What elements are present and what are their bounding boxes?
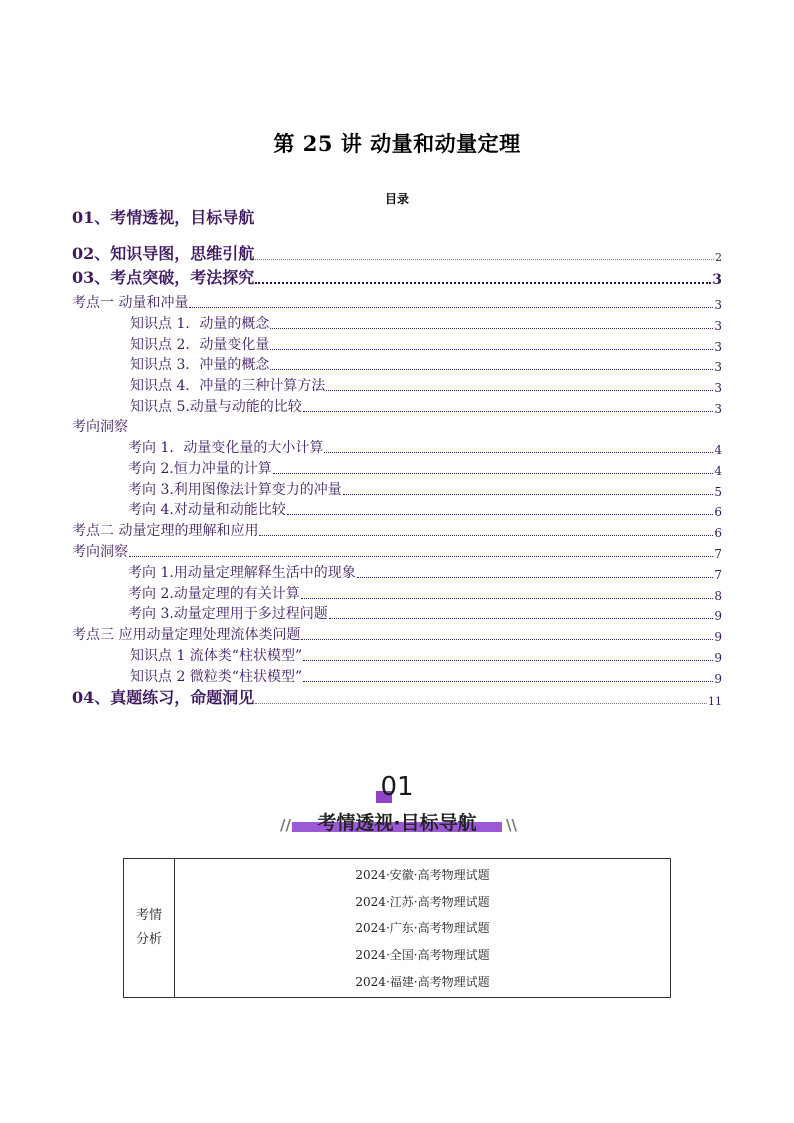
toc-leader xyxy=(189,307,713,308)
toc-entry-page: 11 xyxy=(708,695,722,708)
section-number: 01 xyxy=(380,772,414,802)
toc-leader xyxy=(273,473,714,474)
toc-entry-page: 9 xyxy=(714,630,722,644)
toc-leader xyxy=(255,282,711,284)
toc-leader xyxy=(303,660,713,661)
toc-leader xyxy=(270,349,713,350)
analysis-header-line1: 考情 xyxy=(135,908,162,923)
toc-leader xyxy=(287,514,714,515)
toc-entry[interactable] xyxy=(72,416,722,436)
toc-entry-page: 3 xyxy=(714,381,722,395)
toc-entry[interactable] xyxy=(72,313,722,333)
toc-leader xyxy=(329,618,714,619)
toc-entry-page: 3 xyxy=(714,360,722,374)
toc-entry-label: 知识点 2．动量变化量 xyxy=(130,337,270,353)
toc-entry-label: 考点二 动量定理的理解和应用 xyxy=(72,523,259,539)
toc-leader xyxy=(303,411,714,412)
toc-entry-label: 考向 4.对动量和动能比较 xyxy=(128,502,286,518)
toc-entry[interactable] xyxy=(72,292,722,312)
toc-entry-label: 考向洞察 xyxy=(72,419,128,435)
toc-leader xyxy=(259,535,713,536)
analysis-row: 2024·安徽·高考物理试题 xyxy=(355,867,490,882)
toc-leader xyxy=(301,598,714,599)
toc-entry-page: 3 xyxy=(714,402,722,416)
toc-leader xyxy=(270,328,713,329)
toc-entry-label: 考向 3.利用图像法计算变力的冲量 xyxy=(128,482,342,498)
toc-entry-label: 考向 2.恒力冲量的计算 xyxy=(128,461,272,477)
toc-entry-page: 3 xyxy=(714,298,722,312)
analysis-row: 2024·广东·高考物理试题 xyxy=(355,921,490,936)
toc-entry[interactable] xyxy=(72,603,722,623)
toc-entry-label: 知识点 4．冲量的三种计算方法 xyxy=(130,378,326,394)
toc-leader xyxy=(357,577,714,578)
analysis-header-line2: 分析 xyxy=(135,932,162,947)
toc-entry-page: 6 xyxy=(714,526,722,540)
toc-entry-page: 3 xyxy=(714,340,722,354)
page-title: 第 25 讲 动量和动量定理 xyxy=(273,131,521,156)
toc-leader xyxy=(255,703,707,704)
toc-entry[interactable] xyxy=(72,666,722,686)
section-left-decoration: // xyxy=(280,816,291,834)
section-title: 考情透视·目标导航 xyxy=(317,812,477,834)
toc-leader xyxy=(129,556,713,557)
toc-entry[interactable] xyxy=(72,396,722,416)
analysis-row: 2024·江苏·高考物理试题 xyxy=(355,894,490,909)
toc-entry-page: 9 xyxy=(714,672,722,686)
toc-entry-page: 8 xyxy=(714,589,722,603)
toc-entry[interactable] xyxy=(72,375,722,395)
toc-entry-label: 知识点 5.动量与动能的比较 xyxy=(130,399,302,415)
toc-leader xyxy=(255,259,714,260)
toc-entry-page: 4 xyxy=(714,443,722,457)
toc-entry-page: 3 xyxy=(714,319,722,333)
toc-entry-label: 知识点 3．冲量的概念 xyxy=(130,357,270,373)
toc-entry-label: 考向 3.动量定理用于多过程问题 xyxy=(128,606,328,622)
toc-entry-label: 考向 1．动量变化量的大小计算 xyxy=(128,440,324,456)
toc-entry-page: 9 xyxy=(714,651,722,665)
toc-leader xyxy=(270,369,713,370)
toc-entry-page: 7 xyxy=(714,547,722,561)
toc-entry[interactable] xyxy=(72,334,722,354)
analysis-table-header xyxy=(124,859,175,997)
toc-heading: 目录 xyxy=(384,192,409,206)
toc-entry-label: 知识点 1 流体类“柱状模型” xyxy=(130,648,303,664)
toc-entry-label: 考向 2.动量定理的有关计算 xyxy=(128,586,300,602)
toc-entry[interactable] xyxy=(72,583,722,603)
toc-entry[interactable] xyxy=(72,354,722,374)
toc-entry[interactable] xyxy=(72,541,722,561)
toc-entry[interactable] xyxy=(72,458,722,478)
toc-entry[interactable] xyxy=(72,479,722,499)
analysis-table xyxy=(123,858,671,998)
toc-entry-label: 知识点 1．动量的概念 xyxy=(130,316,270,332)
toc-entry-page: 4 xyxy=(714,464,722,478)
toc-leader xyxy=(343,494,714,495)
toc-entry-label: 考向 1.用动量定理解释生活中的现象 xyxy=(128,565,356,581)
toc-leader xyxy=(324,452,713,453)
toc-entry-label: 01、考情透视，目标导航 xyxy=(72,208,255,227)
toc-entry[interactable] xyxy=(72,437,722,457)
toc-entry[interactable] xyxy=(72,520,722,540)
toc-entry-label: 考点三 应用动量定理处理流体类问题 xyxy=(72,627,301,643)
analysis-row: 2024·福建·高考物理试题 xyxy=(355,975,490,990)
toc-entry-page: 2 xyxy=(715,251,722,264)
toc-entry-page: 3 xyxy=(712,272,722,288)
toc-entry[interactable] xyxy=(72,624,722,644)
toc-entry[interactable] xyxy=(72,645,722,665)
toc-leader xyxy=(303,681,713,682)
toc-entry[interactable] xyxy=(72,268,722,288)
section-right-decoration: \\ xyxy=(506,816,517,834)
toc-entry[interactable] xyxy=(72,562,722,582)
analysis-row: 2024·全国·高考物理试题 xyxy=(355,948,490,963)
toc-entry-label: 知识点 2 微粒类“柱状模型” xyxy=(130,669,303,685)
analysis-table-body xyxy=(175,859,670,997)
toc-entry[interactable] xyxy=(72,208,722,228)
toc-entry-page: 9 xyxy=(714,609,722,623)
toc-leader xyxy=(326,390,713,391)
toc-entry-label: 02、知识导图，思维引航 xyxy=(72,244,255,263)
toc-entry-page: 6 xyxy=(714,505,722,519)
toc-entry-label: 04、真题练习，命题洞见 xyxy=(72,688,255,707)
toc-entry[interactable] xyxy=(72,499,722,519)
toc-entry[interactable] xyxy=(72,244,722,264)
toc-entry-page: 5 xyxy=(714,485,722,499)
toc-entry-label: 考向洞察 xyxy=(72,544,128,560)
toc-entry[interactable] xyxy=(72,688,722,708)
toc-entry-label: 考点一 动量和冲量 xyxy=(72,295,189,311)
toc-entry-label: 03、考点突破，考法探究 xyxy=(72,268,255,287)
toc-entry-page: 7 xyxy=(714,568,722,582)
toc-leader xyxy=(301,639,713,640)
